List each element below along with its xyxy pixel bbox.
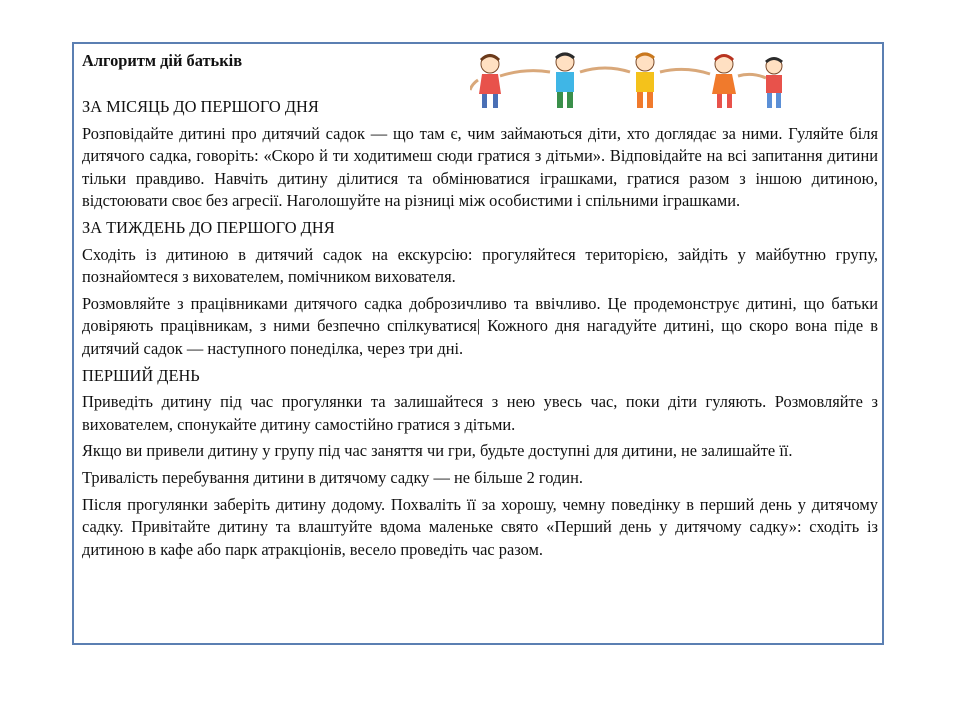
section-heading: ЗА ТИЖДЕНЬ ДО ПЕРШОГО ДНЯ xyxy=(82,217,335,237)
paragraph: Розмовляйте з працівниками дитячого садка доброзичливо та ввічливо. Це продемонструє дитині, що батьки довіряють працівникам, з ними безпечно спілкуватися| Кожного дня нагадуйте дитині, що скоро вона піде в дитячий садок — наступного понеділка, через три дні. xyxy=(82,293,878,358)
section-heading: ПЕРШИЙ ДЕНЬ xyxy=(82,365,200,385)
section-first-day xyxy=(82,365,878,562)
section-week-before xyxy=(82,217,878,361)
paragraph: Після прогулянки заберіть дитину додому. Похваліть її за хорошу, чемну поведінку в перший день у дитячому садку. Привітайте дитину та влаштуйте вдома маленьке свято «Перший день у дитячому садку»: сходіть із дитиною в кафе або парк атракціонів, весело проведіть час разом. xyxy=(82,494,878,559)
document-body xyxy=(82,50,878,565)
document-frame xyxy=(72,42,884,645)
paragraph: Якщо ви привели дитину у групу під час заняття чи гри, будьте доступні для дитини, не залишайте її. xyxy=(82,441,793,461)
document-title: Алгоритм дій батьків xyxy=(82,51,243,70)
paragraph: Сходіть із дитиною в дитячий садок на екскурсію: прогуляйтеся територією, зайдіть у майбутню групу, познайомтеся з вихователем, помічником вихователя. xyxy=(82,244,878,287)
section-heading: ЗА МІСЯЦЬ ДО ПЕРШОГО ДНЯ xyxy=(82,97,319,116)
paragraph: Тривалість перебування дитини в дитячому садку — не більше 2 годин. xyxy=(82,467,583,487)
paragraph: Приведіть дитину під час прогулянки та залишайтеся з нею увесь час, поки діти гуляють. Розмовляйте з вихователем, спонукайте дитину самостійно гратися з дітьми. xyxy=(82,392,878,434)
paragraph: Розповідайте дитині про дитячий садок — що там є, чим займаються діти, хто доглядає за ними. Гуляйте біля дитячого садка, говоріть: «Скоро й ти ходитимеш сюди гратися з дітьми». Відповідайте на всі запитання дитини тільки правдиво. Навчіть дитину ділитися та обмінюватися іграшками, гратися разом з іншою дитиною, відстоювати своє без агресії. Наголошуйте на різниці між особистими і спільними іграшками. xyxy=(82,123,878,211)
section-month-before xyxy=(82,96,878,213)
